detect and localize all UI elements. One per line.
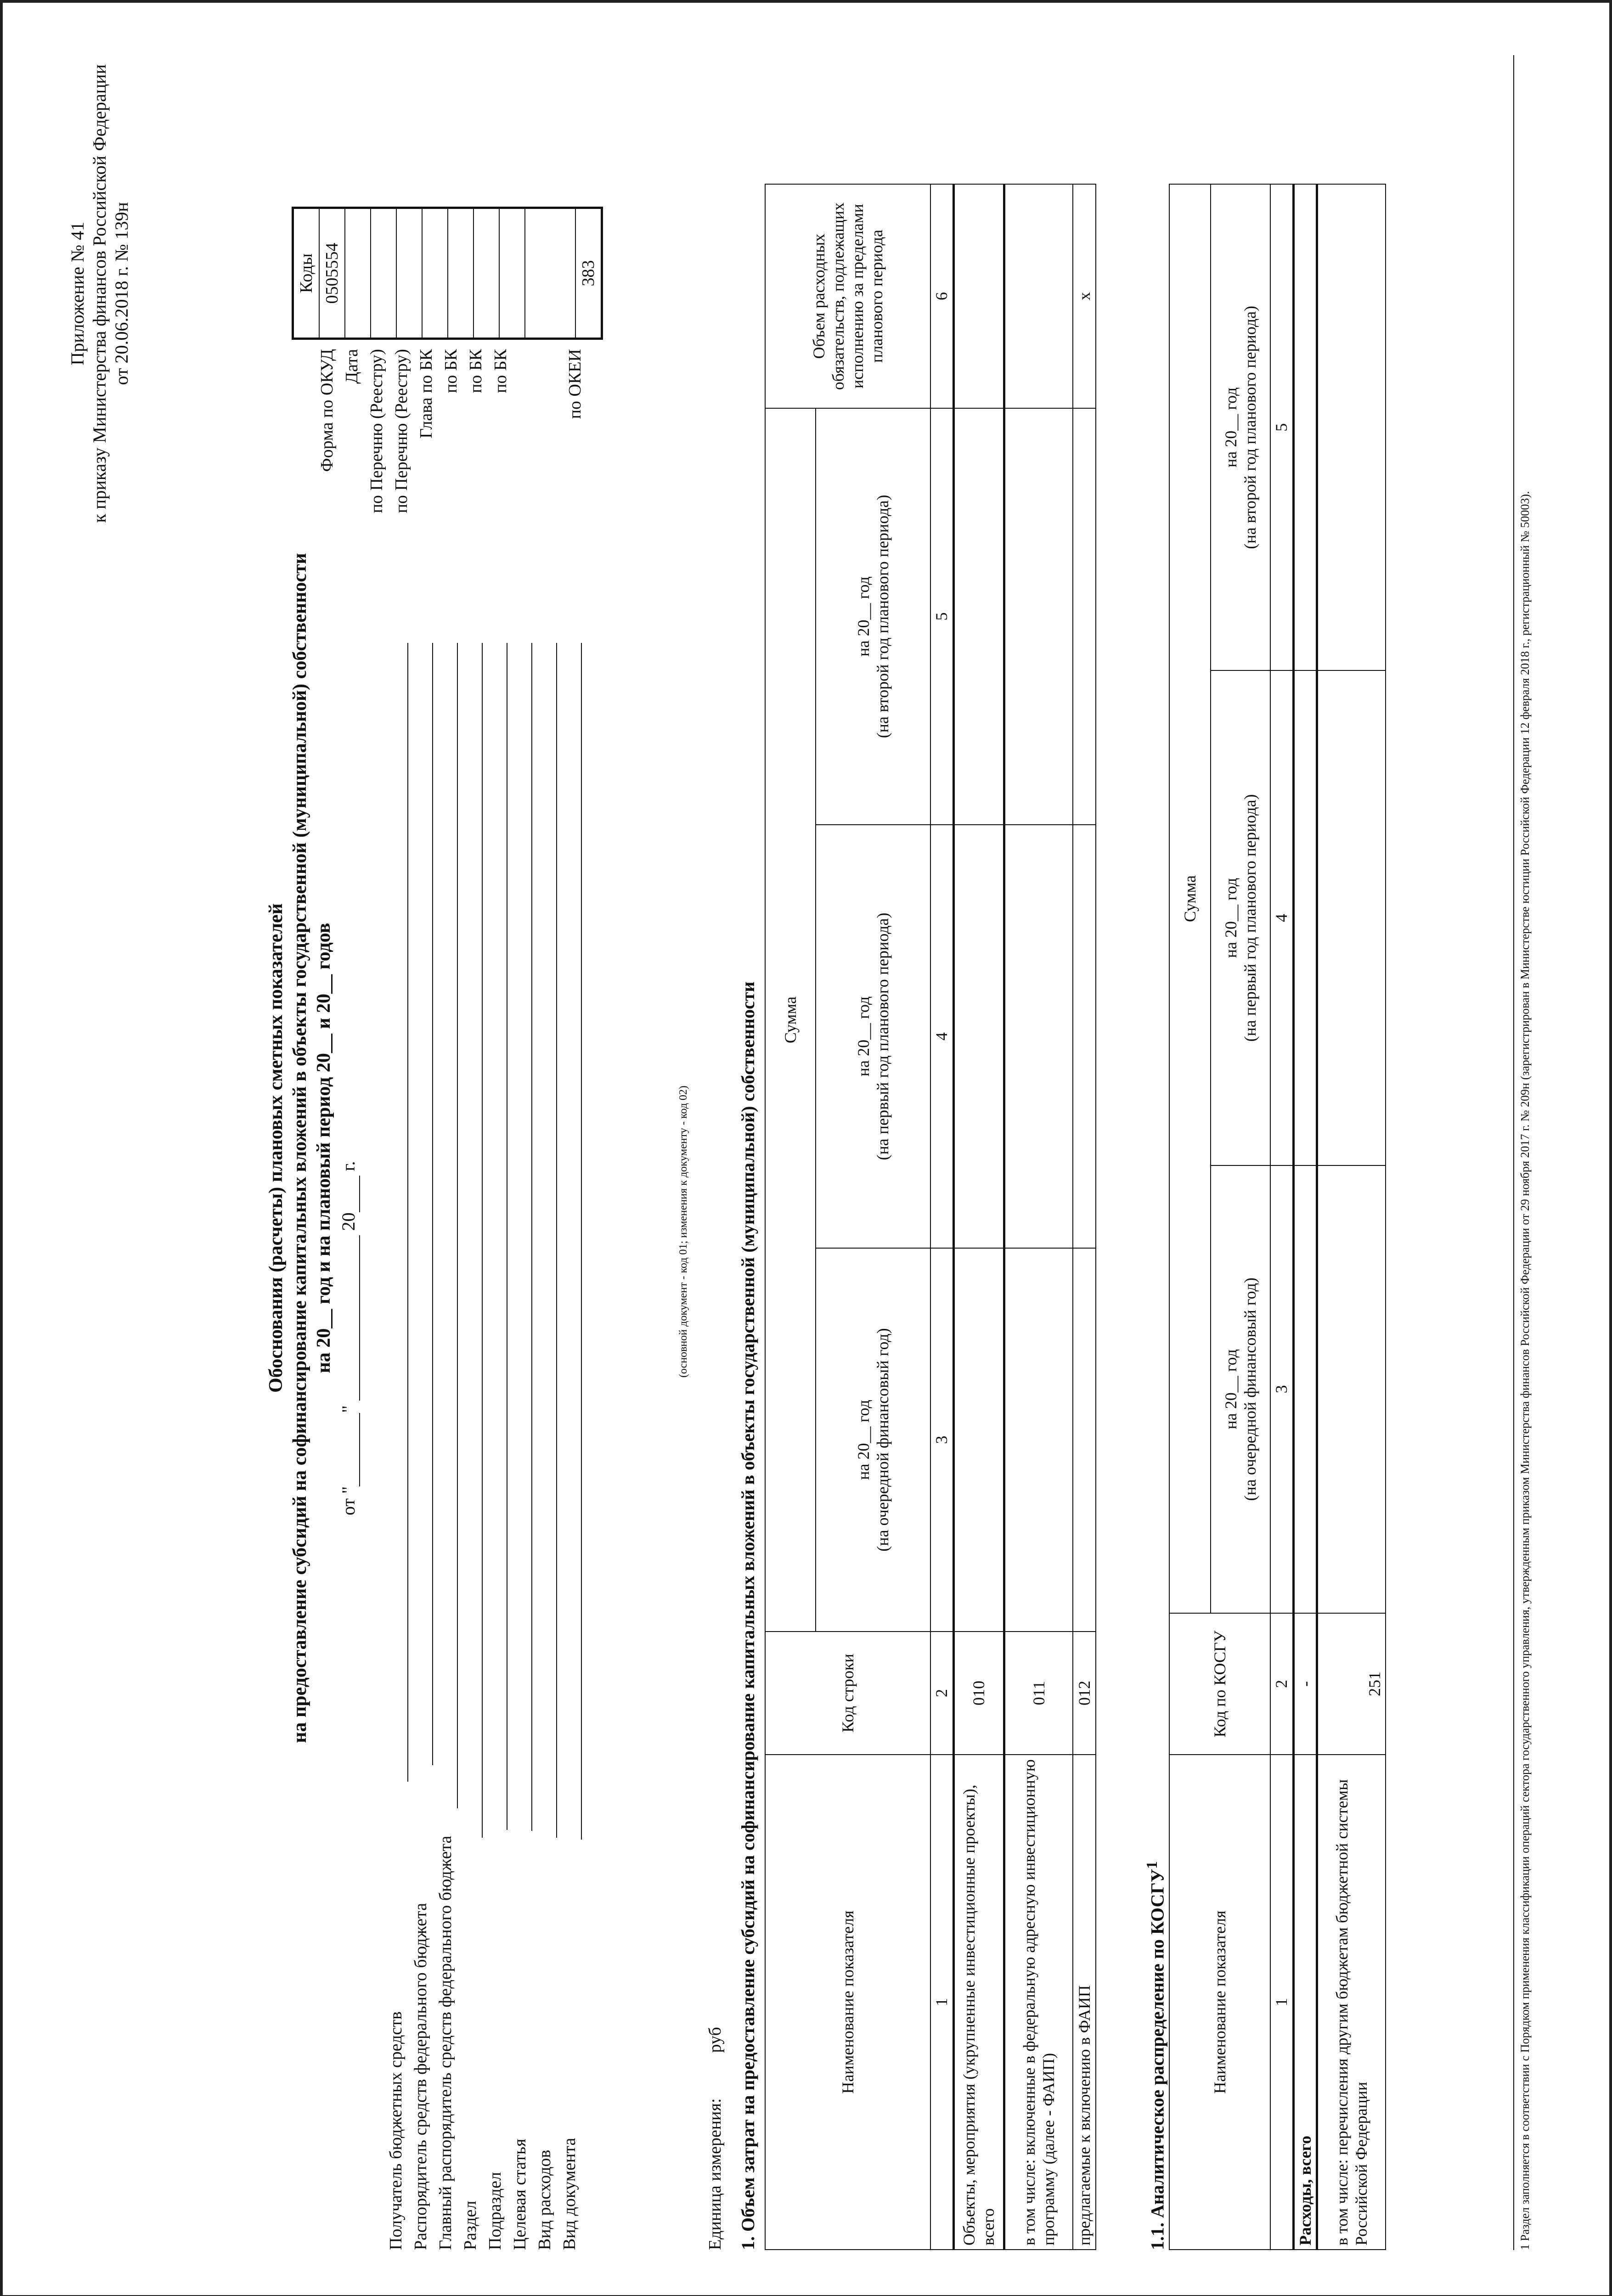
code-label: по ОКЕИ xyxy=(565,349,585,419)
date-prefix: от " xyxy=(338,1486,359,1515)
table-row xyxy=(953,184,1004,2250)
date-suffix: г. xyxy=(338,1161,359,1171)
table-row xyxy=(1293,184,1317,2250)
y3-note: (на второй год планового периода) xyxy=(874,495,892,738)
field-label: Распорядитель средств федерального бюджета xyxy=(411,1903,430,2250)
code-value[interactable] xyxy=(500,209,525,338)
col-y2-header xyxy=(816,825,930,1248)
cell-y1[interactable] xyxy=(953,1248,1004,1632)
y1-note: (на очередной финансовый год) xyxy=(874,1328,892,1552)
kosgu-sum-header: Сумма xyxy=(1169,184,1211,1613)
code-label: по БК xyxy=(466,349,485,394)
col-number: 5 xyxy=(1270,184,1293,671)
date-line xyxy=(338,1161,360,1515)
col-obligations-header: Объем расходных обязательств, подлежащих исполнению за пределами планового периода xyxy=(765,184,930,408)
y2-label: на 20__ год xyxy=(854,996,873,1077)
kosgu-y3-header xyxy=(1211,184,1270,671)
kosgu-name-header: Наименование показателя xyxy=(1169,1755,1270,2250)
field-row xyxy=(557,643,582,2250)
field-line[interactable] xyxy=(414,643,433,1765)
col-number: 4 xyxy=(1270,671,1293,1165)
appendix-title: Приложение № 41 xyxy=(67,221,88,366)
cell-y1[interactable] xyxy=(1073,1248,1096,1632)
field-label: Подраздел xyxy=(485,2172,505,2250)
col-number: 2 xyxy=(930,1632,953,1755)
field-label: Вид документа xyxy=(560,2138,579,2250)
code-label: по БК xyxy=(491,349,510,394)
y1-label: на 20__ год xyxy=(854,1400,873,1480)
field-line[interactable] xyxy=(538,643,557,1838)
code-value[interactable] xyxy=(474,209,500,338)
field-row xyxy=(408,643,433,2250)
codes-header: Коды xyxy=(294,209,320,338)
code-value[interactable] xyxy=(397,209,423,338)
y3-label: на 20__ год xyxy=(854,576,873,657)
row-name: в том числе: включенные в федеральную адресную инвестиционную программу (далее - ФАИП) xyxy=(1004,1755,1073,2250)
cell-y3[interactable] xyxy=(953,408,1004,825)
cell-y1[interactable] xyxy=(1317,1165,1386,1613)
title-line-3: на 20__ год и на плановый период 20__ и 20__ годов xyxy=(313,923,334,1373)
cell-obligations[interactable]: x xyxy=(1073,184,1096,408)
section-1-1-table xyxy=(1169,184,1386,2250)
y1-note: (на очередной финансовый год) xyxy=(1241,1277,1259,1501)
col-code-header: Код строки xyxy=(765,1632,930,1755)
y3-label: на 20__ год xyxy=(1222,387,1240,467)
y2-note: (на первый год планового периода) xyxy=(1241,794,1259,1042)
row-code: 251 xyxy=(1317,1613,1386,1755)
col-y3-header xyxy=(816,408,930,825)
codes-labels xyxy=(315,349,587,542)
kosgu-code-header: Код по КОСГУ xyxy=(1169,1613,1270,1755)
row-name: предлагаемые к включению в ФАИП xyxy=(1073,1755,1096,2250)
appendix-order: к приказу Министерства финансов Российской Федерации xyxy=(89,64,110,523)
y2-label: на 20__ год xyxy=(1222,878,1240,958)
kosgu-y1-header xyxy=(1211,1165,1270,1613)
appendix-block xyxy=(67,64,133,523)
col-number: 5 xyxy=(930,408,953,825)
date-year: 20 xyxy=(338,1212,359,1231)
y3-note: (на второй год планового периода) xyxy=(1241,305,1259,549)
col-number: 4 xyxy=(930,825,953,1248)
field-label: Раздел xyxy=(461,2200,480,2250)
row-code: 010 xyxy=(953,1632,1004,1755)
field-row xyxy=(458,643,483,2250)
cell-y1[interactable] xyxy=(1293,1165,1317,1613)
field-row xyxy=(383,643,408,2250)
codes-box xyxy=(292,207,603,340)
field-label: Целевая статья xyxy=(510,2138,530,2250)
doc-type-note: (основной документ - код 01; изменения к документу - код 02) xyxy=(677,1086,689,1378)
field-line[interactable] xyxy=(513,643,532,1831)
code-label: Глава по БК xyxy=(417,349,436,439)
code-label: по Перечню (Реестру) xyxy=(367,349,386,513)
col-number: 1 xyxy=(1270,1755,1293,2250)
code-value[interactable] xyxy=(345,209,371,338)
footnote-mark: 1 xyxy=(1144,1861,1161,1869)
form-fields xyxy=(383,643,582,2250)
cell-y3[interactable] xyxy=(1293,184,1317,671)
section-1-title: 1. Объем затрат на предоставление субсидий на софинансирование капитальных вложений в объекты государственной (муниципальной) собственности xyxy=(738,981,758,2250)
cell-y2[interactable] xyxy=(953,825,1004,1248)
row-code: - xyxy=(1293,1613,1317,1755)
col-name-header: Наименование показателя xyxy=(765,1755,930,2250)
y1-label: на 20__ год xyxy=(1222,1349,1240,1429)
cell-y2[interactable] xyxy=(1004,825,1073,1248)
code-label: Форма по ОКУД xyxy=(317,349,337,472)
row-name: Объекты, мероприятия (укрупненные инвестиционные проекты), всего xyxy=(953,1755,1004,2250)
col-number: 3 xyxy=(1270,1165,1293,1613)
field-line[interactable] xyxy=(488,643,507,1830)
col-number: 3 xyxy=(930,1248,953,1632)
field-line[interactable] xyxy=(439,643,458,1808)
section-1-1-text: 1.1. Аналитическое распределение по КОСГУ xyxy=(1147,1868,1168,2250)
cell-y3[interactable] xyxy=(1317,184,1386,671)
cell-y2[interactable] xyxy=(1317,671,1386,1165)
field-row xyxy=(483,643,507,2250)
field-label: Получатель бюджетных средств xyxy=(386,2011,406,2250)
date-mid: " xyxy=(338,1405,359,1413)
code-value-okei[interactable]: 383 xyxy=(579,260,598,287)
col-number: 2 xyxy=(1270,1613,1293,1755)
col-number: 1 xyxy=(930,1755,953,2250)
unit-label: Единица измерения: xyxy=(705,2098,725,2250)
cell-obligations[interactable] xyxy=(953,184,1004,408)
field-line[interactable] xyxy=(463,643,483,1838)
table-row xyxy=(1004,184,1073,2250)
kosgu-y2-header xyxy=(1211,671,1270,1165)
code-label: по БК xyxy=(441,349,461,394)
field-line[interactable] xyxy=(563,643,582,1840)
unit-value: руб xyxy=(705,2027,725,2053)
section-1-1-title xyxy=(1144,1861,1168,2250)
title-line-2: на предоставление субсидий на софинансирование капитальных вложений в объекты государственной (муниципальной) собственности xyxy=(289,553,310,1743)
field-row xyxy=(507,643,532,2250)
footnote: 1 Раздел заполняется в соответствии с Порядком применения классификации операций сектора государственного управления, утвержденным приказом Министерства финансов Российской Федерации от 29 ноября 2017 г. № 209н (зарегистрирован в Министерстве юстиции Российской Федерации 12 февраля 2018 г., регистрационный № 50003). xyxy=(1513,55,1533,2250)
row-name: в том числе: перечисления другим бюджетам бюджетной системы Российской Федерации xyxy=(1317,1755,1386,2250)
field-line[interactable] xyxy=(389,643,408,1782)
code-label: по Перечню (Реестру) xyxy=(392,349,411,513)
code-value[interactable] xyxy=(371,209,397,338)
section-1-table xyxy=(765,184,1096,2250)
col-sum-header: Сумма xyxy=(765,408,816,1632)
cell-y3[interactable] xyxy=(1004,408,1073,825)
field-row xyxy=(433,643,458,2250)
row-name: Расходы, всего xyxy=(1293,1755,1317,2250)
code-value[interactable] xyxy=(423,209,448,338)
cell-obligations[interactable] xyxy=(1004,184,1073,408)
appendix-date: от 20.06.2018 г. № 139н xyxy=(111,202,132,385)
row-code: 012 xyxy=(1073,1632,1096,1755)
rotated-form xyxy=(48,46,1564,2250)
field-label: Вид расходов xyxy=(535,2150,554,2250)
y2-note: (на первый год планового периода) xyxy=(874,912,892,1160)
code-value[interactable] xyxy=(525,209,576,338)
cell-y2[interactable] xyxy=(1293,671,1317,1165)
col-number: 6 xyxy=(930,184,953,408)
code-value-okud[interactable]: 0505554 xyxy=(320,209,345,338)
cell-y2[interactable] xyxy=(1073,825,1096,1248)
title-line-1: Обоснования (расчеты) плановых сметных показателей xyxy=(265,903,287,1393)
cell-y1[interactable] xyxy=(1004,1248,1073,1632)
unit-of-measure xyxy=(705,2027,725,2250)
field-row xyxy=(532,643,557,2250)
table-row xyxy=(1317,184,1386,2250)
code-label: Дата xyxy=(342,349,361,384)
code-value[interactable] xyxy=(448,209,474,338)
cell-y3[interactable] xyxy=(1073,408,1096,825)
code-label xyxy=(513,349,538,542)
row-code: 011 xyxy=(1004,1632,1073,1755)
col-y1-header xyxy=(816,1248,930,1632)
table-row xyxy=(1073,184,1096,2250)
field-label: Главный распорядитель средств федерального бюджета xyxy=(436,1835,455,2250)
